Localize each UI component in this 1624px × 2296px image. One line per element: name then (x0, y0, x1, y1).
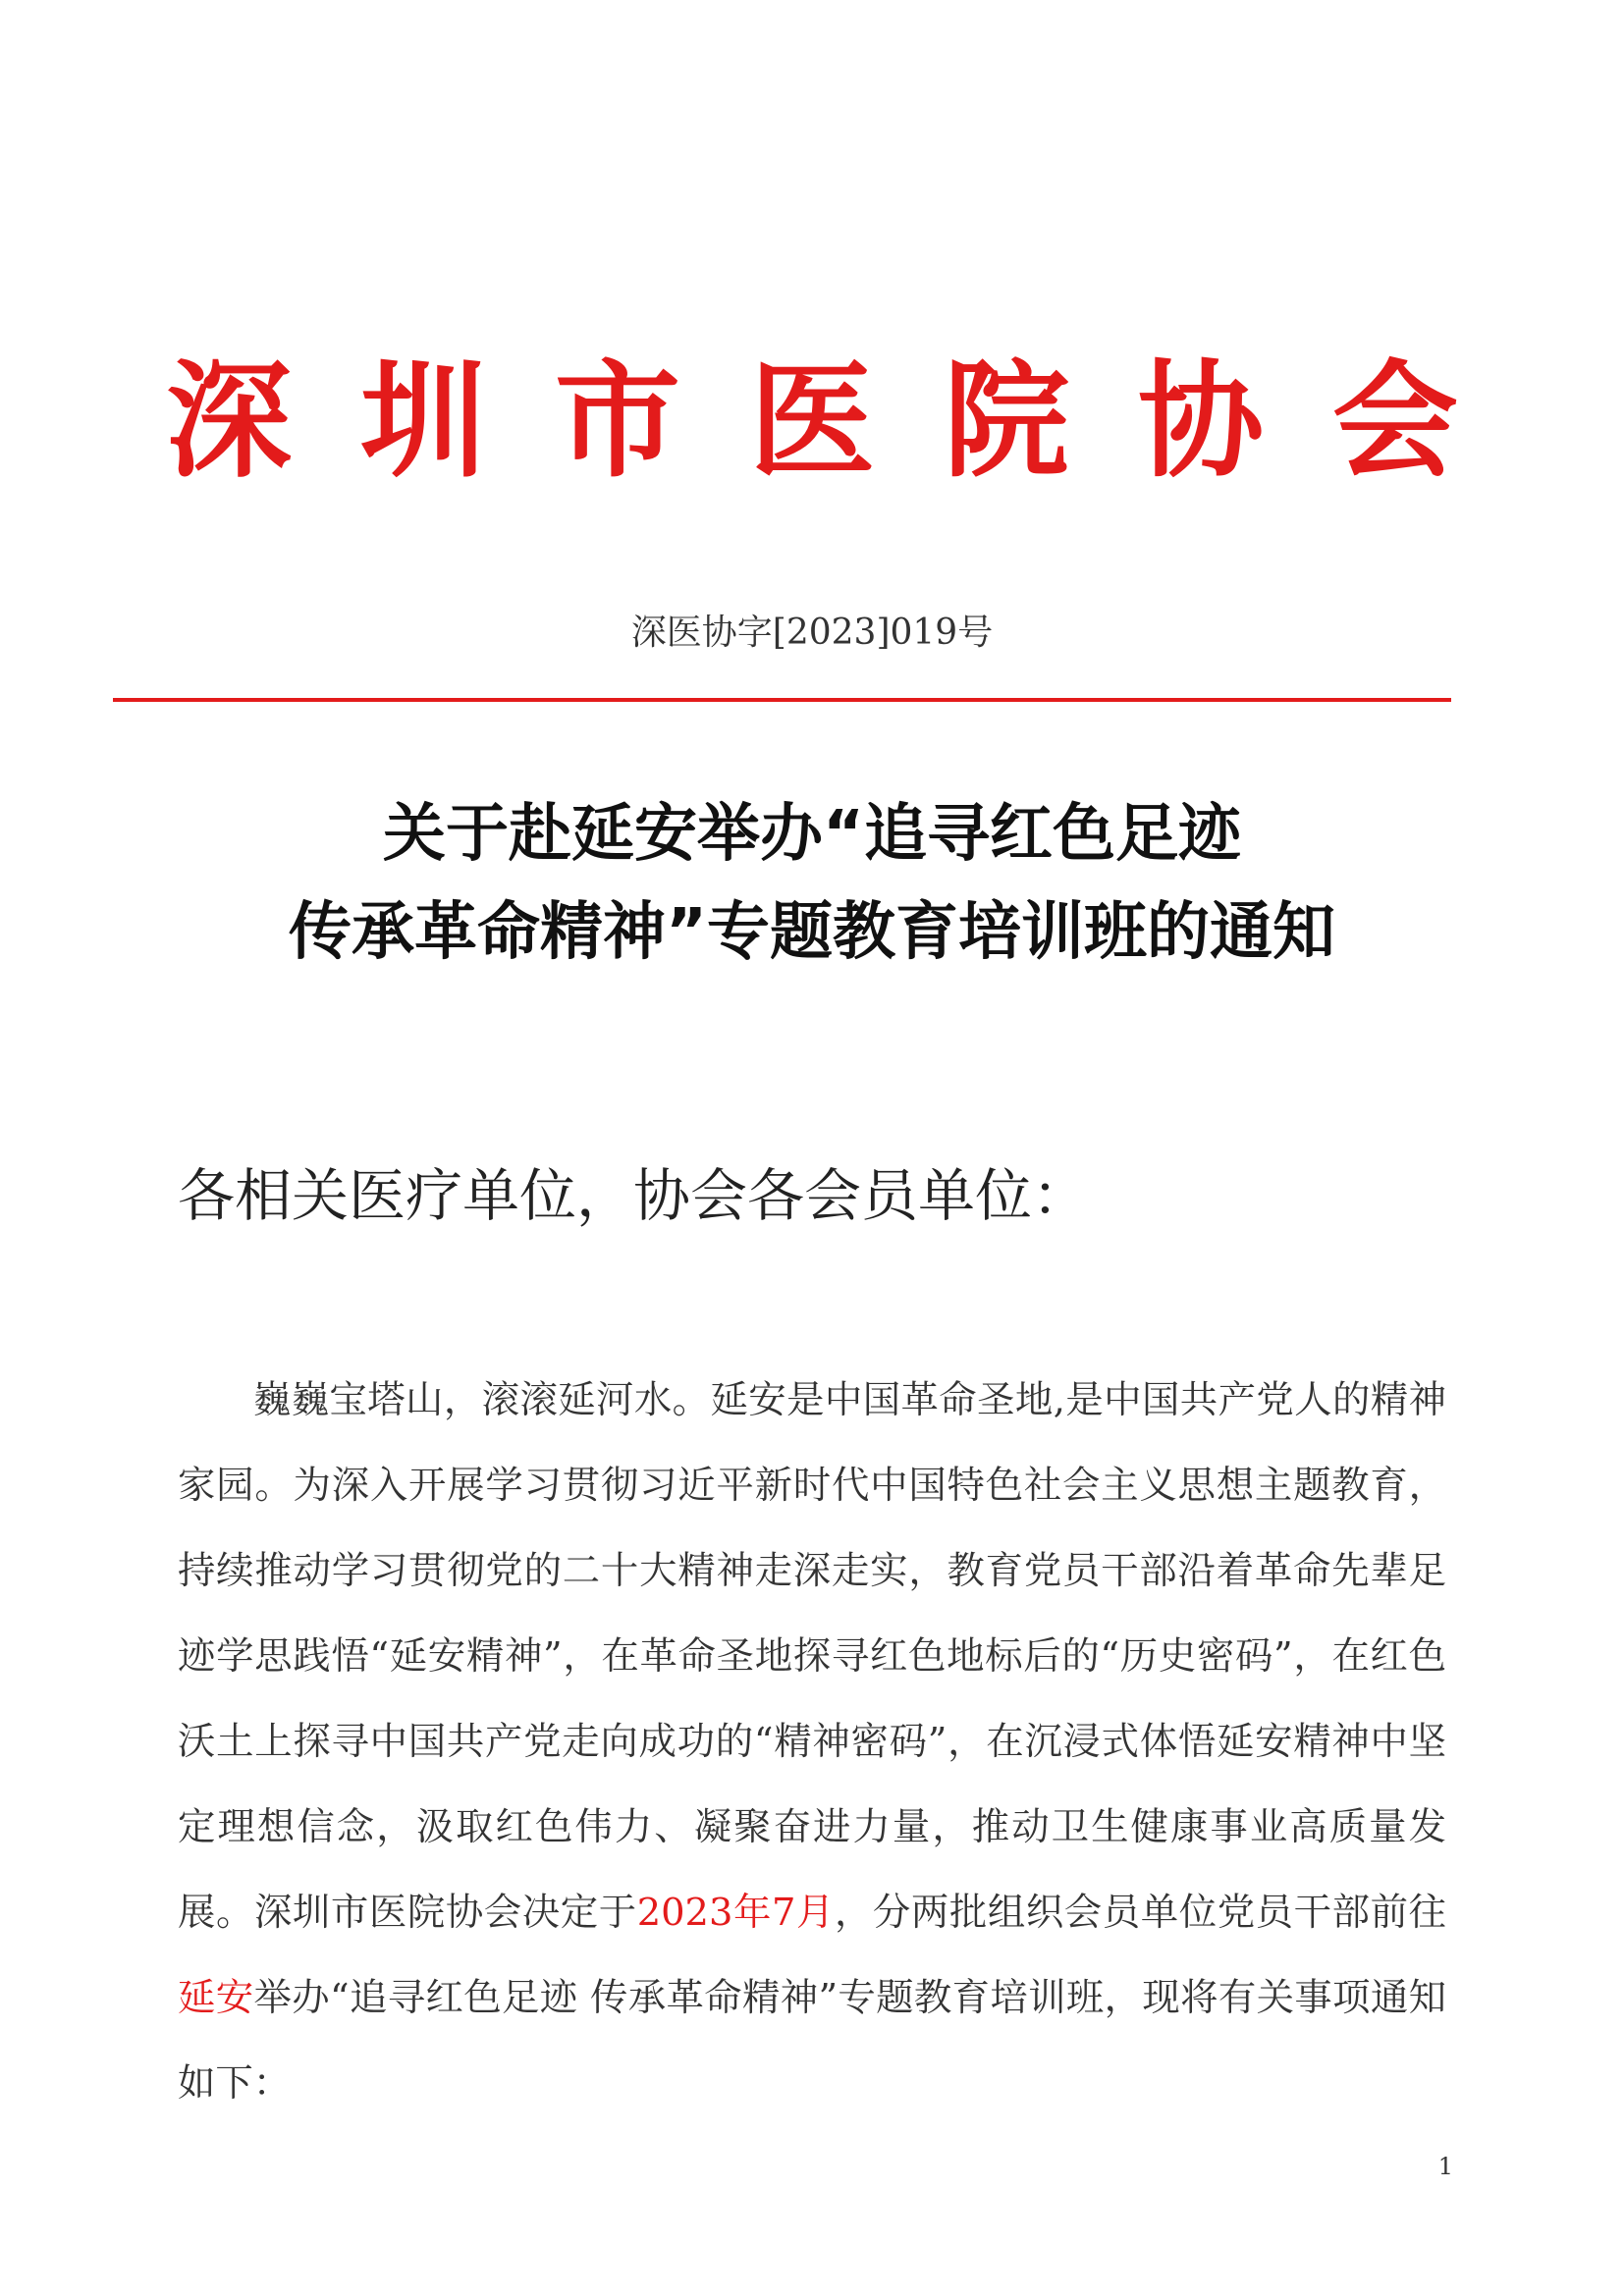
title-line-1: 关于赴延安举办“追寻红色足迹 (382, 798, 1242, 871)
red-divider-line (113, 698, 1451, 702)
document-number: 深医协字[2023]019号 (630, 613, 994, 653)
notice-title (0, 785, 1624, 982)
body-paragraph (178, 1358, 1446, 2126)
body-text-part-1: 巍巍宝塔山，滚滚延河水。延安是中国革命圣地,是中国共产党人的精神家园。为深入开展学习贯彻习近平新时代中国特色社会主义思想主题教育，持续推动学习贯彻党的二十大精神走深走实，教育党员干部沿着革命先辈足迹学思践悟“延安精神”，在革命圣地探寻红色地标后的“历史密码”，在红色沃土上探寻中国共产党走向成功的“精神密码”，在沉浸式体悟延安精神中坚定理想信念，汲取红色伟力、凝聚奋进力量，推动卫生健康事业高质量发展。深圳市医院协会决定于 (178, 1378, 1446, 1936)
body-text-part-2: ，分两批组织会员单位党员干部前往 (834, 1891, 1446, 1936)
salutation: 各相关医疗单位，协会各会员单位： (178, 1162, 1090, 1229)
date-highlight: 2023年7月 (636, 1891, 835, 1936)
page-number: 1 (1437, 2153, 1453, 2180)
place-highlight: 延安 (178, 1976, 254, 2021)
organization-masthead: 深圳市医院协会 (165, 348, 1527, 495)
title-line-2: 传承革命精神”专题教育培训班的通知 (288, 896, 1336, 969)
body-text-part-3: 举办“追寻红色足迹 传承革命精神”专题教育培训班，现将有关事项通知如下： (178, 1976, 1446, 2107)
